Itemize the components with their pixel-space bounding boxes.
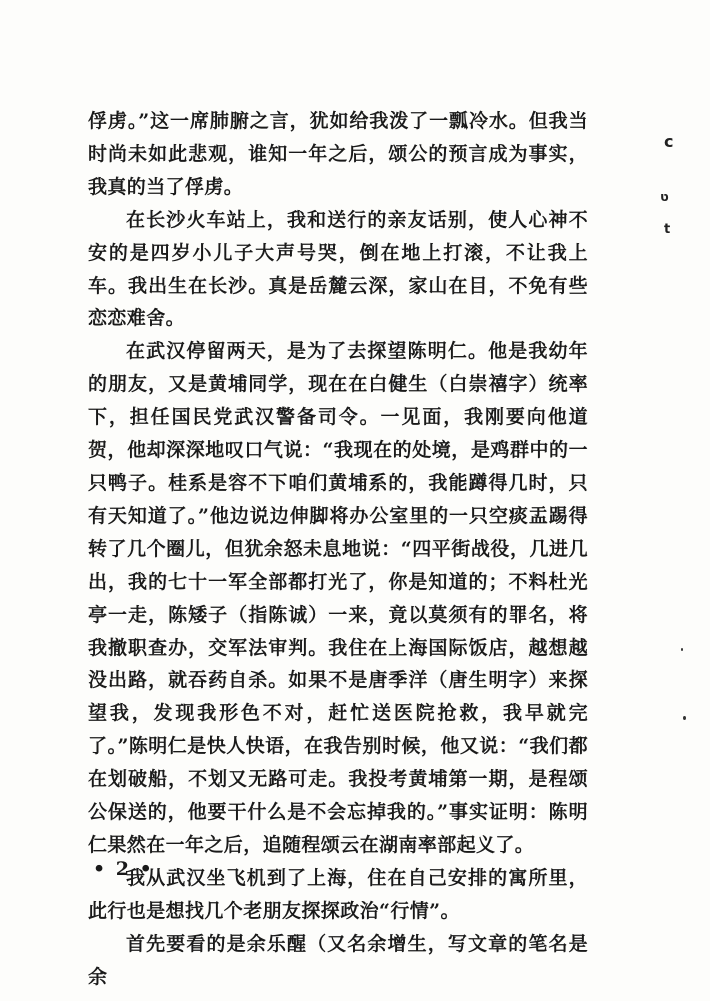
- scan-speck: [681, 648, 683, 651]
- paragraph-3: 在武汉停留两天，是为了去探望陈明仁。他是我幼年的朋友，又是黄埔同学，现在在白健生（白崇禧字）统率下，担任国民党武汉警备司令。一见面，我刚要向他道贺，他却深深地叹口气说：“我现在的处境，是鸡群中的一只鸭子。桂系是容不下咱们黄埔系的，我能蹲得几时，只有天知道了。”他边说边伸脚将办公室里的一只空痰盂踢得转了几个圈儿，但犹余怒未息地说：“四平街战役，几进几出，我的七十一军全部都打光了，你是知道的；不料杜光亭一走，陈矮子（指陈诚）一来，竟以莫须有的罪名，将我撤职查办，交军法审判。我住在上海国际饭店，越想越没出路，就吞药自杀。如果不是唐季洋（唐生明字）来探望我，发现我形色不对，赶忙送医院抢救，我早就完了。”陈明仁是快人快语，在我告别时候，他又说：“我们都在划破船，不划又无路可走。我投考黄埔第一期，是程颂公保送的，他要干什么是不会忘掉我的。”事实证明：陈明仁果然在一年之后，追随程颂云在湖南率部起义了。: [88, 340, 588, 856]
- page-number: • 2 •: [93, 858, 154, 880]
- body-text: [88, 105, 588, 993]
- paragraph-4: 我从武汉坐飞机到了上海，住在自己安排的寓所里，此行也是想找几个老朋友探探政治“行情”。: [88, 866, 588, 922]
- margin-mark: t: [664, 222, 671, 237]
- margin-mark: ט: [660, 190, 669, 205]
- paragraph-1: 俘虏。”这一席肺腑之言，犹如给我泼了一瓢冷水。但我当时尚未如此悲观，谁知一年之后，颂公的预言成为事实，我真的当了俘虏。: [88, 110, 588, 198]
- margin-mark: c: [664, 132, 674, 151]
- paragraph-5: 首先要看的是余乐醒（又名余增生，写文章的笔名是余: [88, 932, 588, 988]
- paragraph-2: 在长沙火车站上，我和送行的亲友话别，使人心神不安的是四岁小儿子大声号哭，倒在地上打滚，不让我上车。我出生在长沙。真是岳麓云深，家山在目，不免有些恋恋难舍。: [88, 208, 588, 330]
- scan-speck: [683, 716, 686, 720]
